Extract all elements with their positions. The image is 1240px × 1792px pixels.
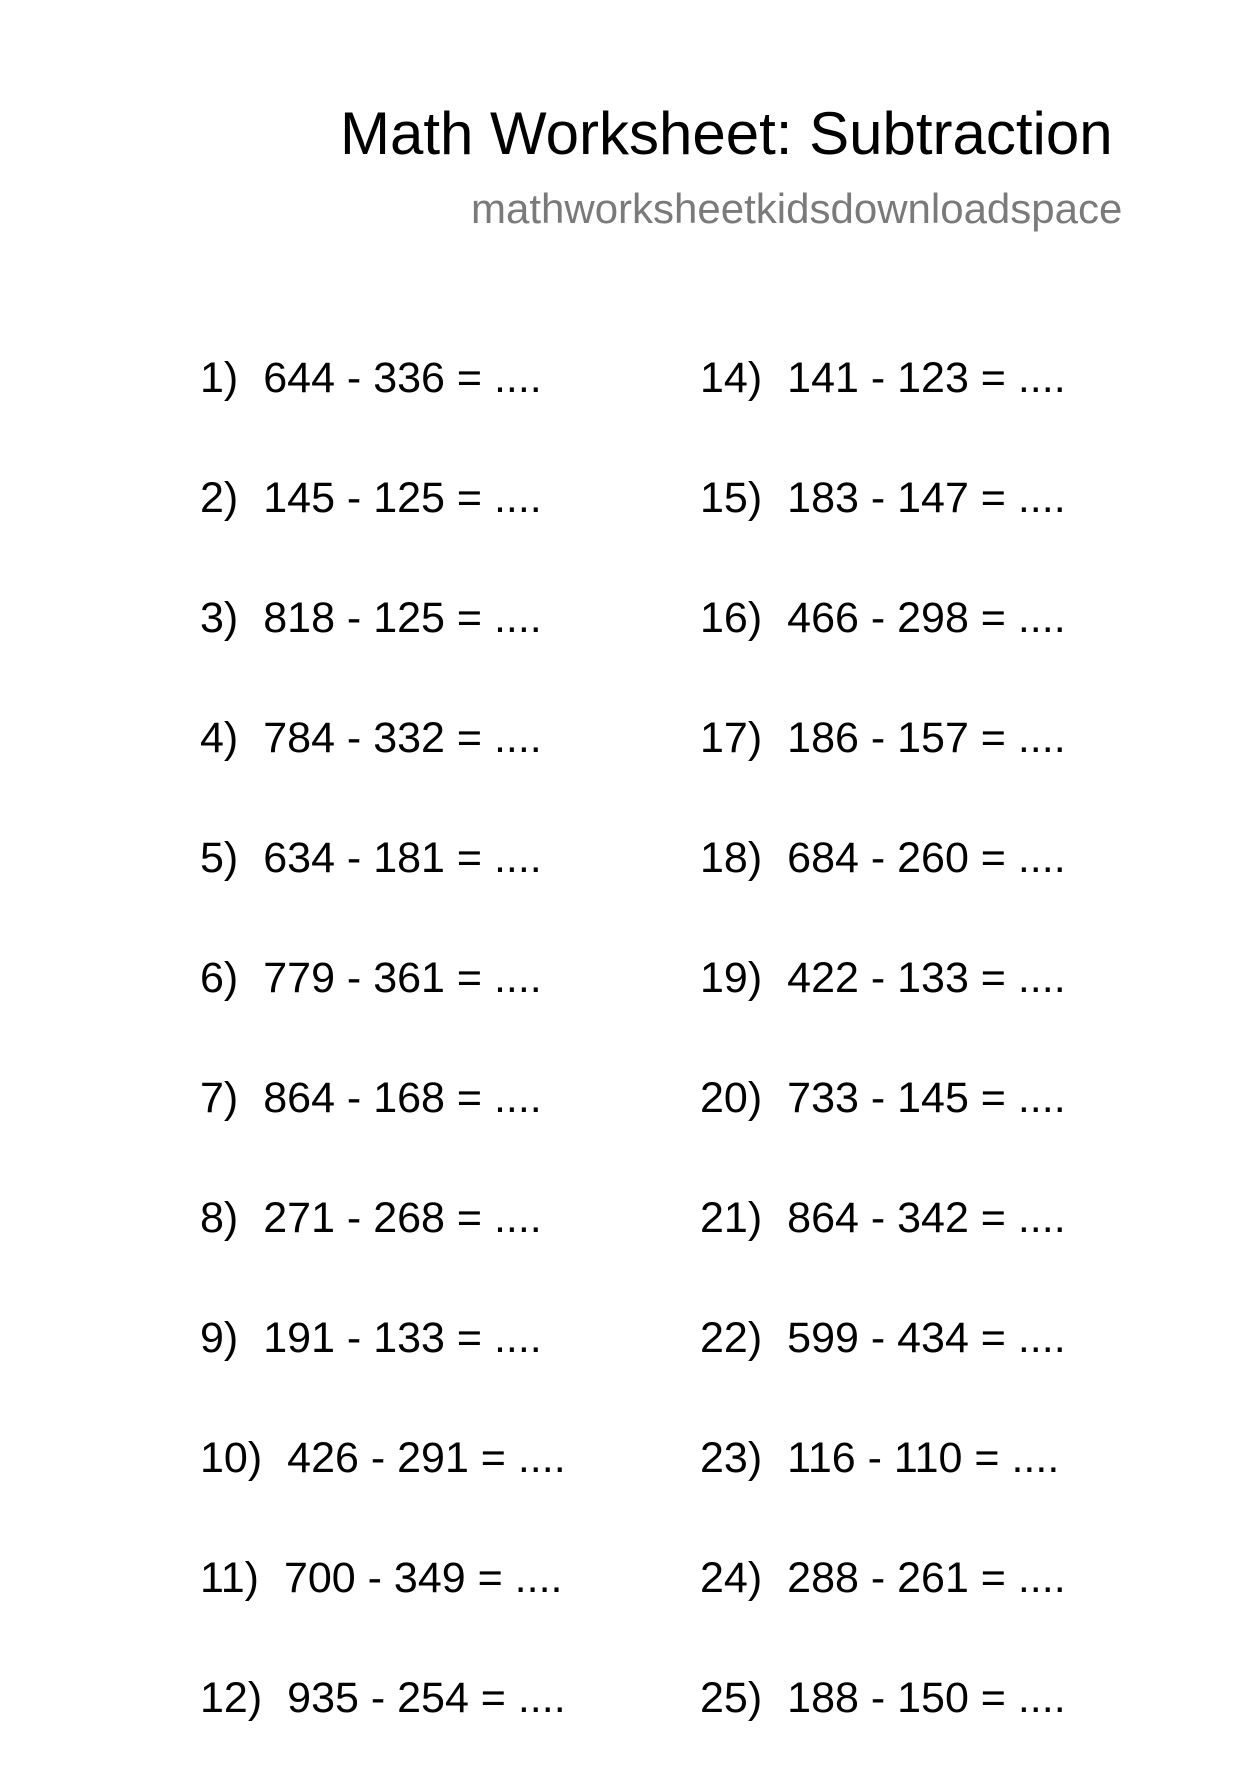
problem-expression: 864 - 342 = .... (787, 1194, 1066, 1242)
problem-number: 24) (700, 1554, 763, 1602)
problem-number: 5) (200, 834, 239, 882)
problem-item (200, 1672, 566, 1792)
problem-number: 8) (200, 1194, 239, 1242)
problem-expression: 426 - 291 = .... (287, 1434, 566, 1482)
problem-number: 9) (200, 1314, 239, 1362)
problem-number: 3) (200, 594, 239, 642)
problem-item (200, 472, 566, 592)
problem-item (200, 832, 566, 952)
problem-expression: 466 - 298 = .... (787, 594, 1066, 642)
problem-expression: 288 - 261 = .... (787, 1554, 1066, 1602)
page-title: Math Worksheet: Subtraction (340, 100, 1113, 167)
problem-number: 16) (700, 594, 763, 642)
problem-expression: 186 - 157 = .... (787, 714, 1066, 762)
problem-number: 11) (200, 1554, 259, 1602)
problem-number: 15) (700, 474, 763, 522)
problem-item (200, 1072, 566, 1192)
problem-expression: 188 - 150 = .... (787, 1674, 1066, 1722)
problem-item (700, 832, 1066, 952)
problem-item (200, 352, 566, 472)
problem-number: 25) (700, 1674, 763, 1722)
problem-expression: 141 - 123 = .... (787, 354, 1066, 402)
problem-item (200, 1552, 566, 1672)
problem-item (700, 352, 1066, 472)
problem-number: 19) (700, 954, 763, 1002)
problem-item (700, 472, 1066, 592)
problem-expression: 935 - 254 = .... (287, 1674, 566, 1722)
problem-number: 20) (700, 1074, 763, 1122)
problem-number: 2) (200, 474, 239, 522)
problem-item (700, 1312, 1066, 1432)
problem-expression: 183 - 147 = .... (787, 474, 1066, 522)
problem-item (700, 592, 1066, 712)
problem-number: 4) (200, 714, 239, 762)
problem-item (700, 712, 1066, 832)
problem-item (200, 1432, 566, 1552)
problem-expression: 145 - 125 = .... (263, 474, 542, 522)
problem-item (700, 1672, 1066, 1792)
problem-number: 21) (700, 1194, 763, 1242)
problem-number: 23) (700, 1434, 763, 1482)
problem-number: 17) (700, 714, 763, 762)
problem-number: 14) (700, 354, 763, 402)
problem-number: 18) (700, 834, 763, 882)
problem-item (700, 1432, 1066, 1552)
problem-expression: 700 - 349 = .... (283, 1554, 563, 1602)
problem-expression: 191 - 133 = .... (263, 1314, 542, 1362)
problem-item (700, 1552, 1066, 1672)
problem-number: 7) (200, 1074, 239, 1122)
problem-item (700, 952, 1066, 1072)
problem-expression: 784 - 332 = .... (263, 714, 542, 762)
problem-number: 1) (200, 354, 239, 402)
problem-number: 6) (200, 954, 239, 1002)
problem-expression: 599 - 434 = .... (787, 1314, 1066, 1362)
problem-item (700, 1072, 1066, 1192)
problem-expression: 864 - 168 = .... (263, 1074, 542, 1122)
problem-expression: 644 - 336 = .... (263, 354, 542, 402)
problem-number: 10) (200, 1434, 263, 1482)
page-subtitle: mathworksheetkidsdownloadspace (471, 185, 1123, 232)
problem-expression: 818 - 125 = .... (263, 594, 542, 642)
problem-expression: 271 - 268 = .... (263, 1194, 542, 1242)
problem-item (200, 592, 566, 712)
problem-expression: 684 - 260 = .... (787, 834, 1066, 882)
problem-expression: 422 - 133 = .... (787, 954, 1066, 1002)
problem-item (200, 712, 566, 832)
problem-expression: 116 - 110 = .... (787, 1434, 1060, 1482)
problem-item (200, 1312, 566, 1432)
problem-expression: 779 - 361 = .... (263, 954, 542, 1002)
problem-expression: 634 - 181 = .... (263, 834, 542, 882)
problem-item (200, 1192, 566, 1312)
problem-expression: 733 - 145 = .... (787, 1074, 1066, 1122)
problem-column-right (700, 352, 1066, 1792)
problem-item (700, 1192, 1066, 1312)
problem-column-left (200, 352, 566, 1792)
problem-item (200, 952, 566, 1072)
problem-number: 22) (700, 1314, 763, 1362)
problem-number: 12) (200, 1674, 263, 1722)
